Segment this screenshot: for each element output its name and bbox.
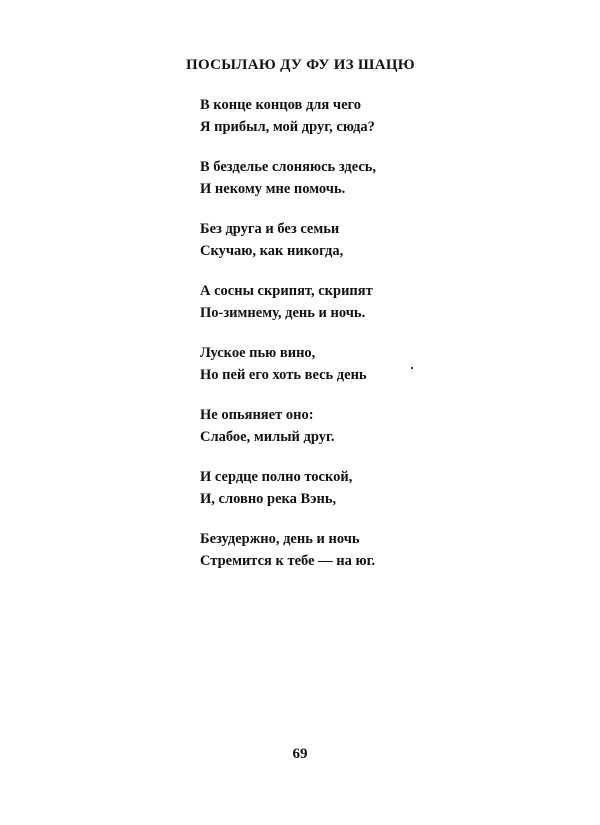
stanza [200,218,376,262]
poem-line: В конце концов для чего [200,97,361,113]
poem-line: Без друга и без семьи [200,221,340,237]
page-number: 69 [292,746,308,762]
poem-line: Не опьяняет оно: [200,407,314,423]
poem-title: ПОСЫЛАЮ ДУ ФУ ИЗ ШАЦЮ [186,57,415,73]
poem-line: Я прибыл, мой друг, сюда? [200,119,375,135]
poem-line: И некому мне помочь. [200,181,346,197]
poem-line: Слабое, милый друг. [200,429,335,445]
stanza [200,528,376,572]
ink-speck [411,367,413,369]
poem-line: И, словно река Вэнь, [200,491,337,507]
poem-line: В безделье слоняюсь здесь, [200,159,377,175]
poem-line: Скучаю, как никогда, [200,243,344,259]
poem-line: Луское пью вино, [200,345,316,361]
poem-line: И сердце полно тоской, [200,469,353,485]
stanza [200,342,376,386]
stanza [200,156,376,200]
poem-body [200,94,376,590]
stanza [200,404,376,448]
stanza [200,94,376,138]
poem-line: Стремится к тебе — на юг. [200,553,376,569]
stanza [200,466,376,510]
poem-line: Безудержно, день и ночь [200,531,360,547]
poem-line: А сосны скрипят, скрипят [200,283,373,299]
poem-line: По-зимнему, день и ночь. [200,305,366,321]
stanza [200,280,376,324]
poem-line: Но пей его хоть весь день [200,367,367,383]
